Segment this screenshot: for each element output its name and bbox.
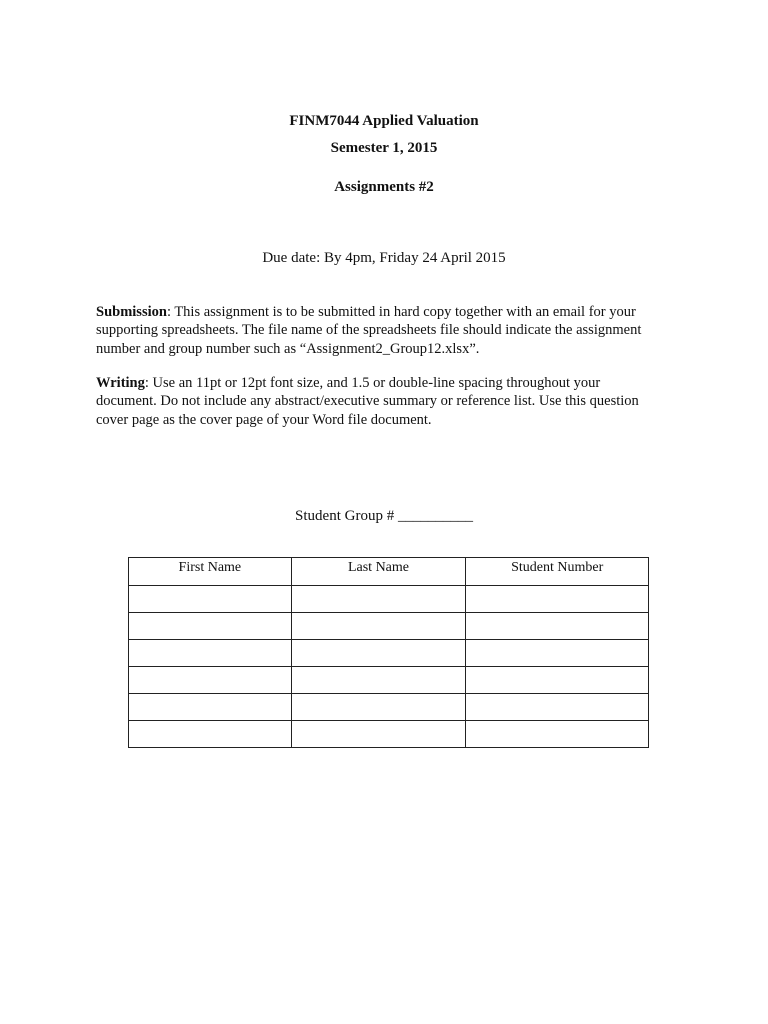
table-cell	[291, 613, 466, 640]
table-cell	[129, 613, 292, 640]
table-cell	[466, 586, 649, 613]
table-row	[129, 640, 649, 667]
table-cell	[129, 694, 292, 721]
table-cell	[466, 667, 649, 694]
writing-text-1: : Use an 11pt or 12pt font size, and 1.5 or double-line spacing throughout your	[144, 375, 601, 391]
semester-heading: Semester 1, 2015	[330, 140, 438, 156]
table-row	[129, 667, 649, 694]
submission-line-3: number and group number such as “Assignment2_Group12.xlsx”.	[96, 340, 480, 357]
table-cell	[129, 721, 292, 748]
table-cell	[291, 586, 466, 613]
table-row	[129, 613, 649, 640]
table-cell	[291, 721, 466, 748]
table-cell	[129, 586, 292, 613]
writing-label: Writing	[96, 375, 145, 391]
table-cell	[466, 613, 649, 640]
table-cell	[129, 667, 292, 694]
writing-line-1	[96, 374, 686, 392]
student-table	[128, 557, 649, 748]
header-student-number: Student Number	[466, 558, 649, 586]
submission-label: Submission	[96, 304, 167, 320]
due-date: Due date: By 4pm, Friday 24 April 2015	[262, 250, 506, 266]
table-cell	[466, 640, 649, 667]
writing-paragraph	[96, 374, 686, 429]
table-header-row	[129, 558, 649, 586]
course-title: FINM7044 Applied Valuation	[289, 113, 479, 129]
submission-line-1	[96, 303, 686, 321]
writing-line-2: document. Do not include any abstract/executive summary or reference list. Use this question	[96, 393, 639, 410]
table-cell	[291, 667, 466, 694]
table-row	[129, 586, 649, 613]
table-row	[129, 694, 649, 721]
table-cell	[466, 694, 649, 721]
table-cell	[129, 640, 292, 667]
header-last-name: Last Name	[291, 558, 466, 586]
table-cell	[466, 721, 649, 748]
assignment-heading: Assignments #2	[334, 179, 434, 195]
header-first-name: First Name	[129, 558, 292, 586]
table-row	[129, 721, 649, 748]
submission-text-1: : This assignment is to be submitted in hard copy together with an email for your	[166, 304, 636, 320]
table-cell	[291, 694, 466, 721]
student-group-field: Student Group # __________	[295, 508, 473, 524]
writing-line-3: cover page as the cover page of your Word file document.	[96, 411, 432, 428]
submission-line-2: supporting spreadsheets. The file name of the spreadsheets file should indicate the assignment	[96, 322, 642, 339]
table-cell	[291, 640, 466, 667]
submission-paragraph	[96, 303, 686, 358]
